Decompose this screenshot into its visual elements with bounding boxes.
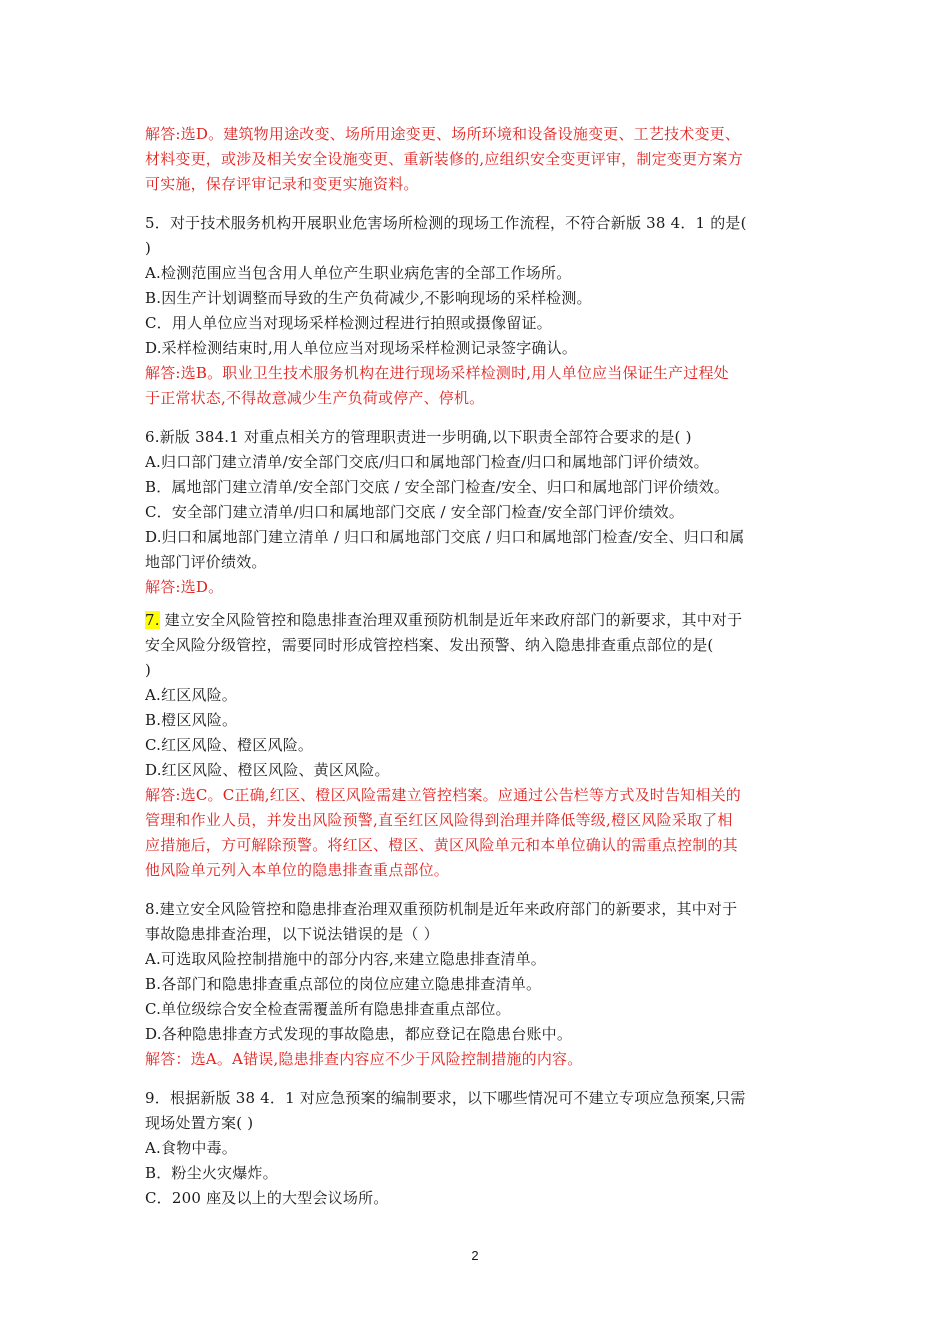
- question-8: [145, 897, 810, 1072]
- option-a: A.归口部门建立清单/安全部门交底/归口和属地部门检查/归口和属地部门评价绩效。: [145, 453, 709, 471]
- option-b: B．粉尘火灾爆炸。: [145, 1164, 278, 1182]
- answer-line: 解答:选D。建筑物用途改变、场所用途变更、场所环境和设备设施变更、工艺技术变更、: [145, 125, 741, 143]
- question-9: [145, 1086, 810, 1211]
- answer-line: 材料变更，或涉及相关安全设施变更、重新装修的,应组织安全变更评审，制定变更方案方: [145, 150, 743, 168]
- question-stem: 事故隐患排查治理，以下说法错误的是（ ）: [145, 925, 439, 943]
- option-d: D.红区风险、橙区风险、黄区风险。: [145, 761, 390, 779]
- question-number-highlight: 7.: [145, 611, 160, 629]
- option-c: C．用人单位应当对现场采样检测过程进行拍照或摄像留证。: [145, 314, 552, 332]
- option-c: C．200 座及以上的大型会议场所。: [145, 1189, 389, 1207]
- answer-line: 解答:选C。C正确,红区、橙区风险需建立管控档案。应通过公告栏等方式及时告知相关的: [145, 786, 741, 804]
- answer-line: 于正常状态,不得故意减少生产负荷或停产、停机。: [145, 389, 485, 407]
- option-b: B.因生产计划调整而导致的生产负荷减少,不影响现场的采样检测。: [145, 289, 592, 307]
- option-a: A.红区风险。: [145, 686, 238, 704]
- option-b: B.各部门和隐患排查重点部位的岗位应建立隐患排查清单。: [145, 975, 542, 993]
- option-c: C.单位级综合安全检查需覆盖所有隐患排查重点部位。: [145, 1000, 511, 1018]
- question-stem: ): [145, 661, 152, 679]
- question-7: [145, 608, 810, 883]
- answer-line: 他风险单元列入本单位的隐患排查重点部位。: [145, 861, 450, 879]
- option-b: B．属地部门建立清单/安全部门交底 / 安全部门检查/安全、归口和属地部门评价绩效。: [145, 478, 730, 496]
- question-stem: 8.建立安全风险管控和隐患排查治理双重预防机制是近年来政府部门的新要求，其中对于: [145, 900, 738, 918]
- option-a: A.食物中毒。: [145, 1139, 238, 1157]
- document-page: [145, 122, 810, 1211]
- option-d: D.采样检测结束时,用人单位应当对现场采样检测记录签字确认。: [145, 339, 578, 357]
- question-6: [145, 425, 810, 600]
- question-stem: 现场处置方案( ): [145, 1114, 254, 1132]
- answer-line: 解答:选D。: [145, 578, 224, 596]
- question-stem: ): [145, 239, 152, 257]
- answer-line: 可实施，保存评审记录和变更实施资料。: [145, 175, 419, 193]
- answer-line: 应措施后，方可解除预警。将红区、橙区、黄区风险单元和本单位确认的需重点控制的其: [145, 836, 738, 854]
- option-a: A.检测范围应当包含用人单位产生职业病危害的全部工作场所。: [145, 264, 572, 282]
- question-stem: 6.新版 384.1 对重点相关方的管理职责进一步明确,以下职责全部符合要求的是( ): [145, 428, 692, 446]
- option-c: C.红区风险、橙区风险。: [145, 736, 314, 754]
- option-b: B.橙区风险。: [145, 711, 238, 729]
- answer-line: 管理和作业人员，并发出风险预警,直至红区风险得到治理并降低等级,橙区风险采取了相: [145, 811, 733, 829]
- option-d-continued: 地部门评价绩效。: [145, 553, 267, 571]
- question-5: [145, 211, 810, 411]
- question-stem: 5．对于技术服务机构开展职业危害场所检测的现场工作流程，不符合新版 38 4．1 的是(: [145, 214, 747, 232]
- option-d: D.归口和属地部门建立清单 / 归口和属地部门交底 / 归口和属地部门检查/安全、归口和属: [145, 528, 745, 546]
- option-d: D.各种隐患排查方式发现的事故隐患，都应登记在隐患台账中。: [145, 1025, 573, 1043]
- question-stem: [145, 608, 810, 633]
- option-c: C．安全部门建立清单/归口和属地部门交底 / 安全部门检查/安全部门评价绩效。: [145, 503, 684, 521]
- q4-answer: [145, 122, 810, 197]
- question-stem: 9．根据新版 38 4．1 对应急预案的编制要求，以下哪些情况可不建立专项应急预案,只需: [145, 1089, 746, 1107]
- page-number: 2: [471, 1248, 479, 1263]
- answer-line: 解答:选B。职业卫生技术服务机构在进行现场采样检测时,用人单位应当保证生产过程处: [145, 364, 729, 382]
- answer-line: 解答：选A。A错误,隐患排查内容应不少于风险控制措施的内容。: [145, 1050, 583, 1068]
- question-stem: 安全风险分级管控，需要同时形成管控档案、发出预警、纳入隐患排查重点部位的是(: [145, 636, 714, 654]
- question-stem-text: 建立安全风险管控和隐患排查治理双重预防机制是近年来政府部门的新要求，其中对于: [159, 611, 743, 629]
- option-a: A.可选取风险控制措施中的部分内容,来建立隐患排查清单。: [145, 950, 546, 968]
